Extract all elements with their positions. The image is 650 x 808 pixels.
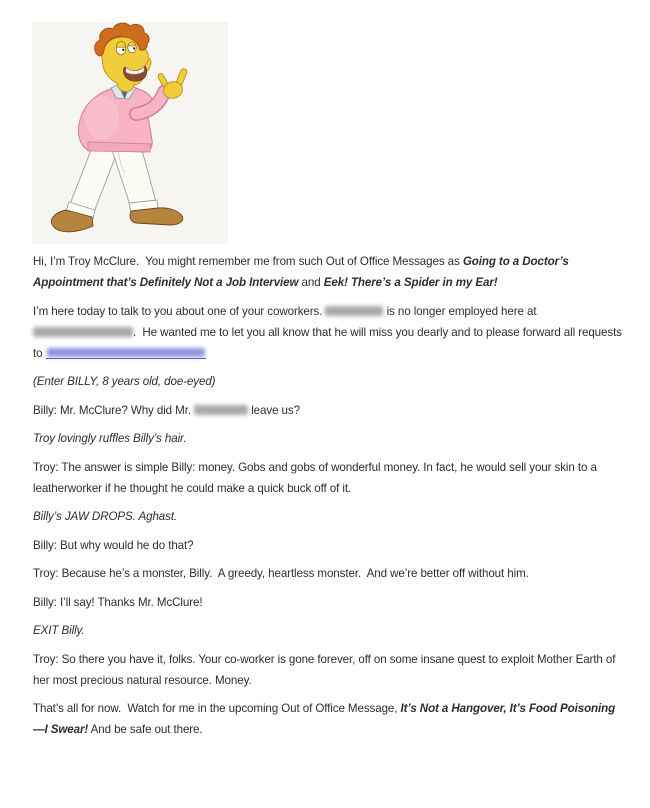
paragraph-billy-question (33, 400, 623, 421)
text-run: . He wanted me to let you all know that he will miss you dearly and to please forward all requests to (33, 325, 626, 360)
paragraph-billy-thanks (33, 592, 623, 613)
stage-direction-exit-billy (33, 620, 623, 641)
text-run: That’s all for now. Watch for me in the upcoming Out of Office Message, (33, 702, 401, 715)
text-run: Billy: I’ll say! Thanks Mr. McClure! (33, 595, 203, 609)
paragraph-troy-closing (33, 649, 623, 691)
text-run: Troy: The answer is simple Billy: money. Gobs and gobs of wonderful money. In fact, he would sell your skin to a leatherworker if he thought he could make a quick buck off of it. (33, 460, 600, 495)
text-run: And be safe out there. (88, 723, 203, 736)
sweater-waistband (88, 142, 151, 152)
text-run: Troy lovingly ruffles Billy’s hair. (33, 432, 187, 445)
redacted-employee-name (194, 405, 248, 415)
redacted-company-name (33, 327, 133, 337)
paragraph-billy-why (33, 535, 623, 556)
text-run: and (298, 276, 324, 289)
paragraph-troy-answer (33, 457, 623, 499)
text-run: Billy: Mr. McClure? Why did Mr. (33, 403, 195, 417)
link-blur-bar (47, 348, 205, 357)
ooo-title-not-a-hangover: It’s Not a Hangover, It’s Food Poisoning—I Swear! (33, 702, 616, 736)
text-run: EXIT Billy. (33, 624, 85, 637)
text-run: Billy: But why would he do that? (33, 538, 194, 552)
paragraph-announcement (33, 301, 626, 364)
front-shoe (130, 208, 183, 225)
text-run: leave us? (248, 403, 300, 417)
ooo-title-spider-ear: Eek! There’s a Spider in my Ear! (323, 276, 498, 289)
text-run: Troy: So there you have it, folks. Your co-worker is gone forever, off on some insane quest to exploit Mother Earth of her most precious natural resource. Money. (33, 652, 619, 687)
text-run: I’m here today to talk to you about one of your coworkers. (33, 304, 326, 318)
document-body (33, 251, 626, 748)
paragraph-troy-monster (33, 563, 623, 584)
stage-direction-ruffles-hair (33, 428, 623, 449)
stage-direction-enter-billy (33, 371, 623, 392)
redacted-forwarding-email-link[interactable] (46, 346, 206, 359)
stage-direction-jaw-drops (33, 506, 623, 527)
paragraph-intro (33, 251, 623, 293)
troy-mcclure-image (32, 22, 228, 244)
ooo-title-doctors-appointment: Going to a Doctor’s Appointment that’s Definitely Not a Job Interview (33, 255, 572, 289)
text-run: (Enter BILLY, 8 years old, doe-eyed) (33, 375, 216, 388)
text-run: Billy’s JAW DROPS. Aghast. (33, 510, 178, 523)
text-run: is no longer employed here at (383, 304, 540, 318)
troy-mcclure-drawing (32, 22, 228, 244)
text-run: Troy: Because he’s a monster, Billy. A greedy, heartless monster. And we’re better off without him. (33, 567, 529, 580)
paragraph-outro (33, 698, 623, 740)
text-run: Hi, I’m Troy McClure. You might remember me from such Out of Office Messages as (33, 255, 463, 268)
redacted-employee-name (325, 306, 383, 316)
